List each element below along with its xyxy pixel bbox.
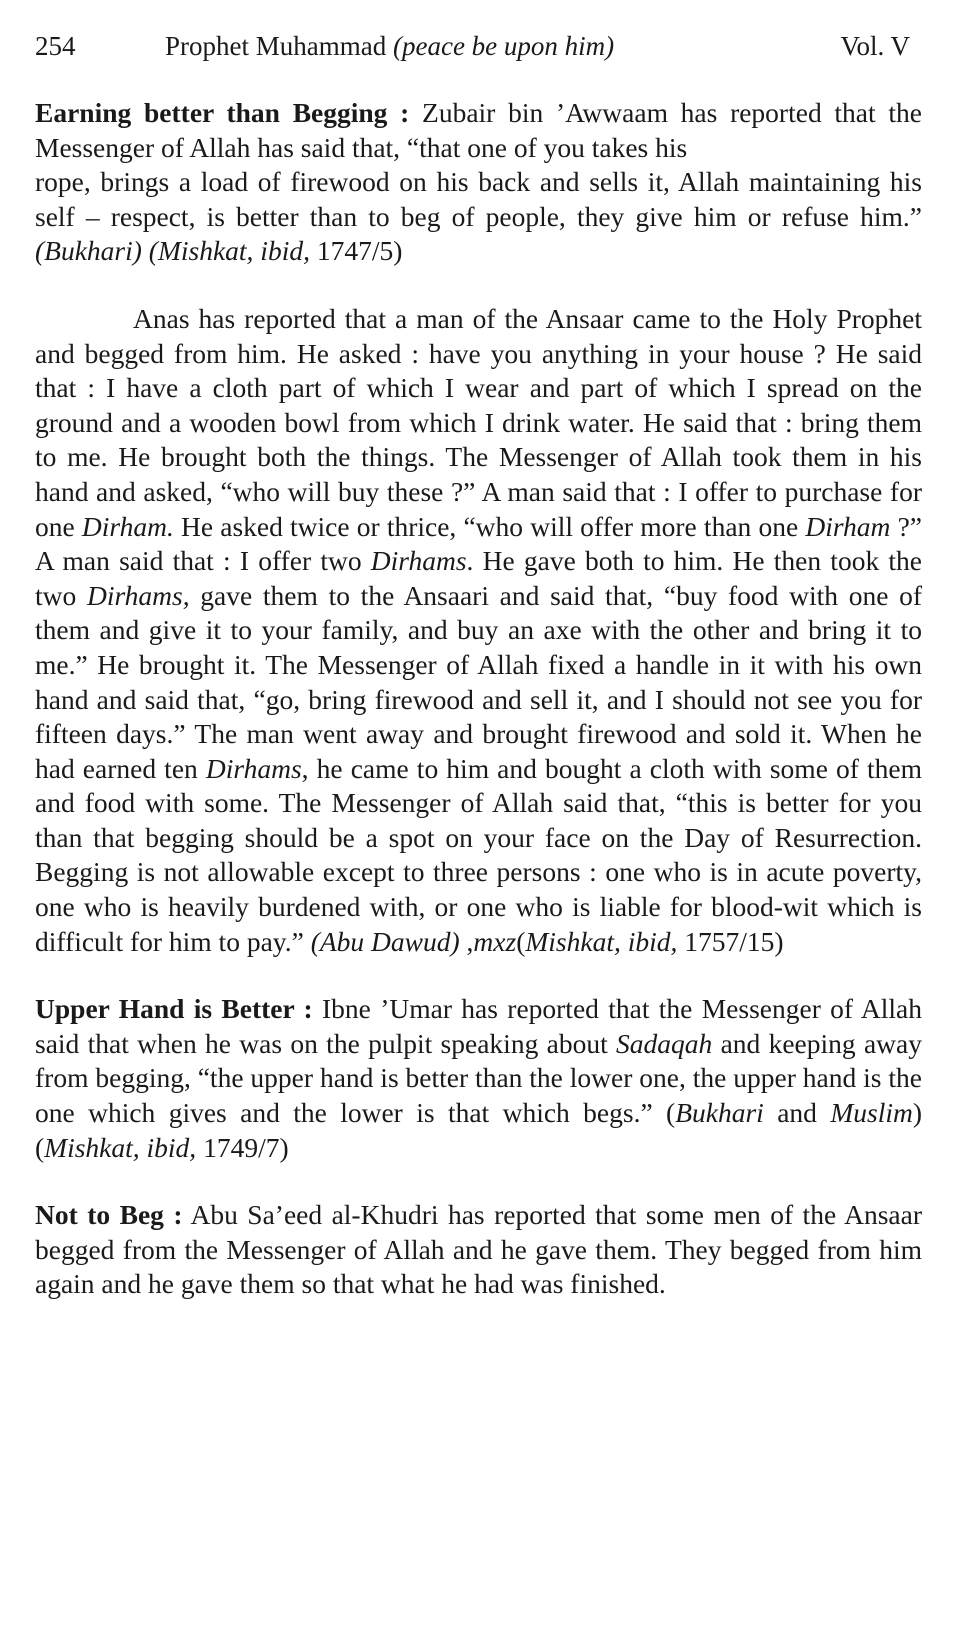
narration-text: . He gave both to him. He then took the two <box>35 545 922 611</box>
reference: (Abu Dawud) <box>310 925 460 957</box>
narration-text: ( <box>516 925 526 957</box>
italic-term: Dirham. <box>81 510 174 542</box>
section-heading: Upper Hand is Better : <box>35 993 313 1025</box>
italic-term: Sadaqah <box>616 1027 713 1059</box>
book-title-main: Prophet Muhammad <box>165 31 393 61</box>
section-heading: Earning better than Begging : <box>35 97 410 128</box>
reference: Mishkat, ibid, <box>525 925 678 957</box>
volume-label: Vol. V <box>840 31 910 61</box>
spacer <box>35 74 922 96</box>
section-text: rope, brings a load of firewood on his back and sells it, Allah maintaining his self – respect, is better than to beg of people, they give him or refuse him.” <box>35 166 922 232</box>
narration-text: gave them to the Ansaari and said that, “buy food with one of them and give it to your family, and buy an axe with the other and bring it to me.” He brought it. The Messenger of Allah fixed a handle in it with his own hand and said that, “go, bring firewood and sell it, and I should not see you for fifteen days.” The man went away and brought firewood and sold it. When he had earned ten <box>35 579 923 784</box>
italic-term: Dirhams, <box>86 579 190 611</box>
spacer <box>35 269 922 302</box>
narration-text: , <box>459 925 474 957</box>
reference: Bukhari <box>675 1097 764 1129</box>
italic-term: Dirhams <box>370 545 467 577</box>
italic-term: mxz <box>473 925 517 957</box>
narration-text: ?” A man said that : I offer two <box>35 510 922 577</box>
section-not-to-beg <box>35 1198 922 1302</box>
section-anas-narration <box>35 302 922 959</box>
narration-text: He asked twice or thrice, “who will offer more than one <box>173 510 806 542</box>
narration-text: , he came to him and bought a cloth with some of them and food with some. The Messenger of Allah said that, “this is better for you than that begging should be a spot on your face on the Day of Resurrection. Begging is not allowable except to three persons : one who is in acute poverty, one who is heavily burdened with, or one who is liable for blood-wit which is difficult for him to pay.” <box>35 752 923 957</box>
reference: (Bukhari) <box>35 235 142 267</box>
reference: (Mishkat, ibid, <box>141 235 310 267</box>
reference: Muslim <box>830 1097 913 1129</box>
section-text: Abu Sa’eed al-Khudri has reported that some men of the Ansaar begged from the Messenger of Allah and he gave them. They begged from him again and he gave them so that what he had was finished. <box>35 1199 922 1300</box>
italic-term: Dirhams <box>205 752 302 784</box>
reference-number: 1749/7) <box>196 1131 289 1163</box>
reference: Mishkat, ibid, <box>44 1131 197 1163</box>
page-number: 254 <box>35 31 76 61</box>
narration-text: Anas has reported that a man of the Ansaar came to the Holy Prophet and begged from him. He asked : have you anything in your house ? He said that : I have a cloth part of which I wear and part of which I spread on the ground and a wooden bowl from which I drink water. He said that : bring them to me. He brought both the things. The Messenger of Allah took them in his hand and asked, “who will buy these ?” A man said that : I offer to purchase for one <box>35 302 922 542</box>
section-text: ) ( <box>35 1097 922 1163</box>
italic-term: Dirham <box>805 510 891 542</box>
section-earning-better-than-begging <box>35 96 922 165</box>
spacer <box>35 1165 922 1198</box>
spacer <box>35 959 922 992</box>
section-heading: Not to Beg : <box>35 1199 183 1231</box>
section-text: Ibne ’Umar has reported that the Messenger of Allah said that when he was on the pulpit speaking about <box>35 993 922 1059</box>
section-text: and keeping away from begging, “the upper hand is better than the lower one, the upper hand is the one which gives and the lower is that which begs.” ( <box>35 1027 922 1129</box>
section-earning-continued <box>35 165 922 269</box>
book-title-italic: (peace be upon him) <box>392 31 615 61</box>
section-text: and <box>763 1097 831 1129</box>
book-title <box>165 30 614 62</box>
page-header <box>35 30 922 74</box>
section-upper-hand-is-better <box>35 992 922 1165</box>
reference-number: 1757/15) <box>677 925 784 957</box>
reference-number: 1747/5) <box>309 235 403 267</box>
section-text: Zubair bin ’Awwaam has reported that the Messenger of Allah has said that, “that one of you takes his <box>35 97 922 163</box>
